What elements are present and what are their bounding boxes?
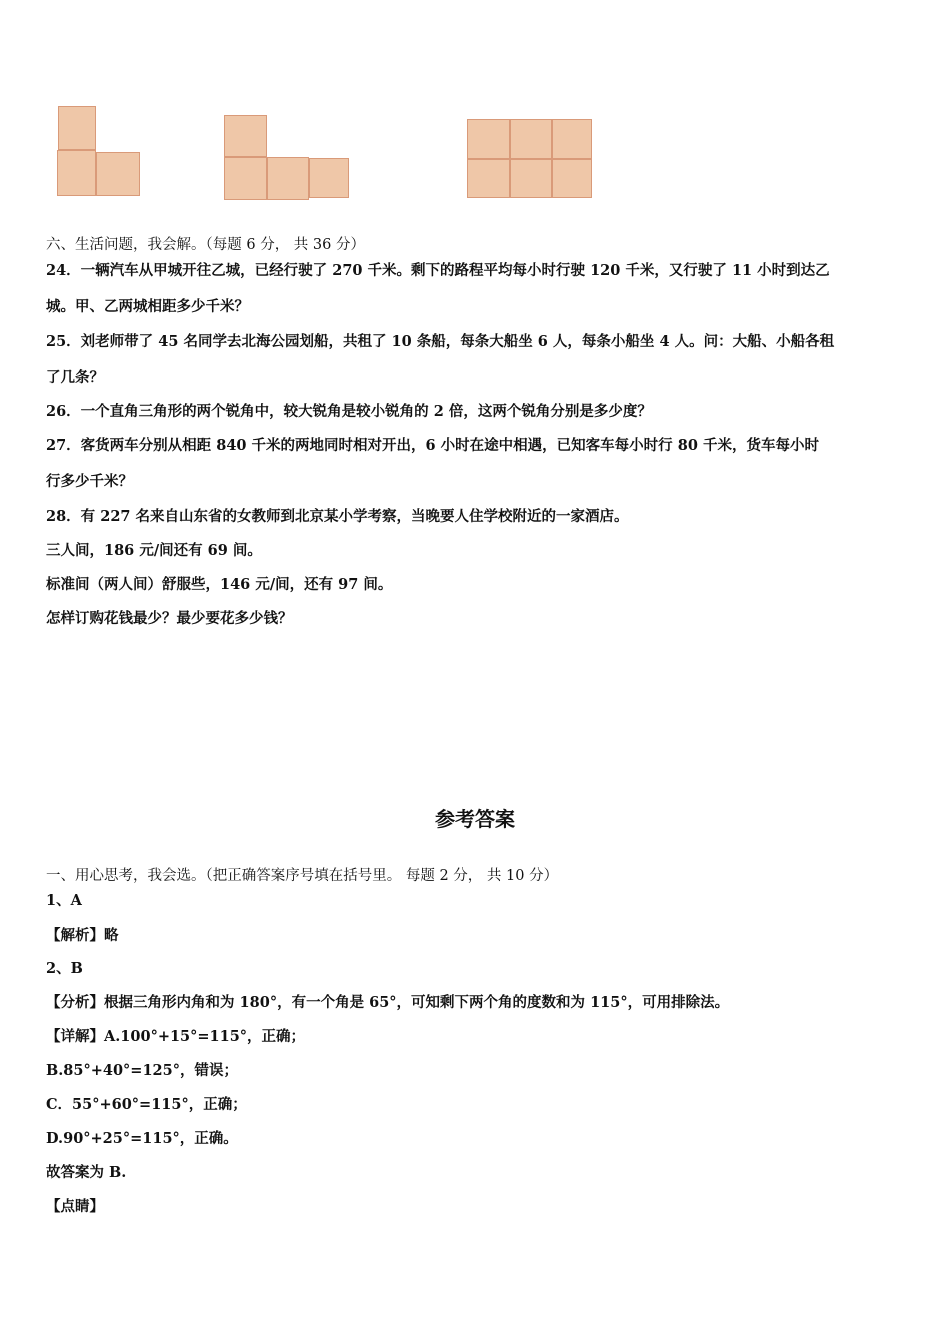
- question-28-line-4: 怎样订购花钱最少？最少要花多少钱？: [46, 610, 293, 627]
- answer-2-detail: 【详解】A.100°+15°=115°，正确；: [46, 1028, 306, 1045]
- square: [267, 157, 309, 200]
- square: [552, 159, 592, 198]
- question-24-line-2: 城。甲、乙两城相距多少千米？: [46, 298, 249, 315]
- square: [552, 119, 592, 159]
- answer-2-option-d: D.90°+25°=115°，正确。: [46, 1130, 238, 1147]
- square: [510, 119, 552, 159]
- square: [224, 157, 267, 200]
- answer-2-note: 【点睛】: [46, 1198, 104, 1215]
- answer-2-conclusion: 故答案为 B.: [46, 1164, 127, 1181]
- answer-2: 2、B: [46, 960, 83, 977]
- question-27-line-1: 27．客货两车分别从相距 840 千米的两地同时相对开出，6 小时在途中相遇，已知客车每小时行 80 千米，货车每小时: [46, 437, 819, 454]
- answer-2-option-b: B.85°+40°=125°，错误；: [46, 1062, 238, 1079]
- square: [467, 119, 510, 159]
- answer-2-analysis: 【分析】根据三角形内角和为 180°，有一个角是 65°，可知剩下两个角的度数和为 115°，可用排除法。: [46, 994, 730, 1011]
- answers-section-1-title: 一、用心思考，我会选。（把正确答案序号填在括号里。 每题 2 分， 共 10 分）: [46, 868, 559, 884]
- square: [57, 150, 96, 196]
- question-28-line-3: 标准间（两人间）舒服些，146 元/间，还有 97 间。: [46, 576, 393, 593]
- question-28-line-1: 28．有 227 名来自山东省的女教师到北京某小学考察，当晚要人住学校附近的一家酒店。: [46, 508, 629, 525]
- square: [467, 159, 510, 198]
- square: [96, 152, 140, 196]
- square: [224, 115, 267, 157]
- question-28-line-2: 三人间，186 元/间还有 69 间。: [46, 542, 262, 559]
- section-6-title: 六、生活问题，我会解。（每题 6 分， 共 36 分）: [46, 237, 365, 253]
- question-24-line-1: 24．一辆汽车从甲城开往乙城，已经行驶了 270 千米。剩下的路程平均每小时行驶 120 千米，又行驶了 11 小时到达乙: [46, 262, 830, 279]
- square: [510, 159, 552, 198]
- question-26: 26．一个直角三角形的两个锐角中，较大锐角是较小锐角的 2 倍，这两个锐角分别是多少度？: [46, 403, 652, 420]
- question-27-line-2: 行多少千米？: [46, 473, 133, 490]
- answer-2-option-c: C．55°+60°=115°，正确；: [46, 1096, 247, 1113]
- square: [58, 106, 96, 150]
- answer-1-analysis: 【解析】略: [46, 927, 119, 944]
- answer-1: 1、A: [46, 892, 82, 909]
- question-25-line-2: 了几条？: [46, 369, 104, 386]
- square: [309, 158, 349, 198]
- answers-heading: 参考答案: [435, 807, 515, 831]
- question-25-line-1: 25．刘老师带了 45 名同学去北海公园划船，共租了 10 条船，每条大船坐 6 人，每条小船坐 4 人。问：大船、小船各租: [46, 333, 835, 350]
